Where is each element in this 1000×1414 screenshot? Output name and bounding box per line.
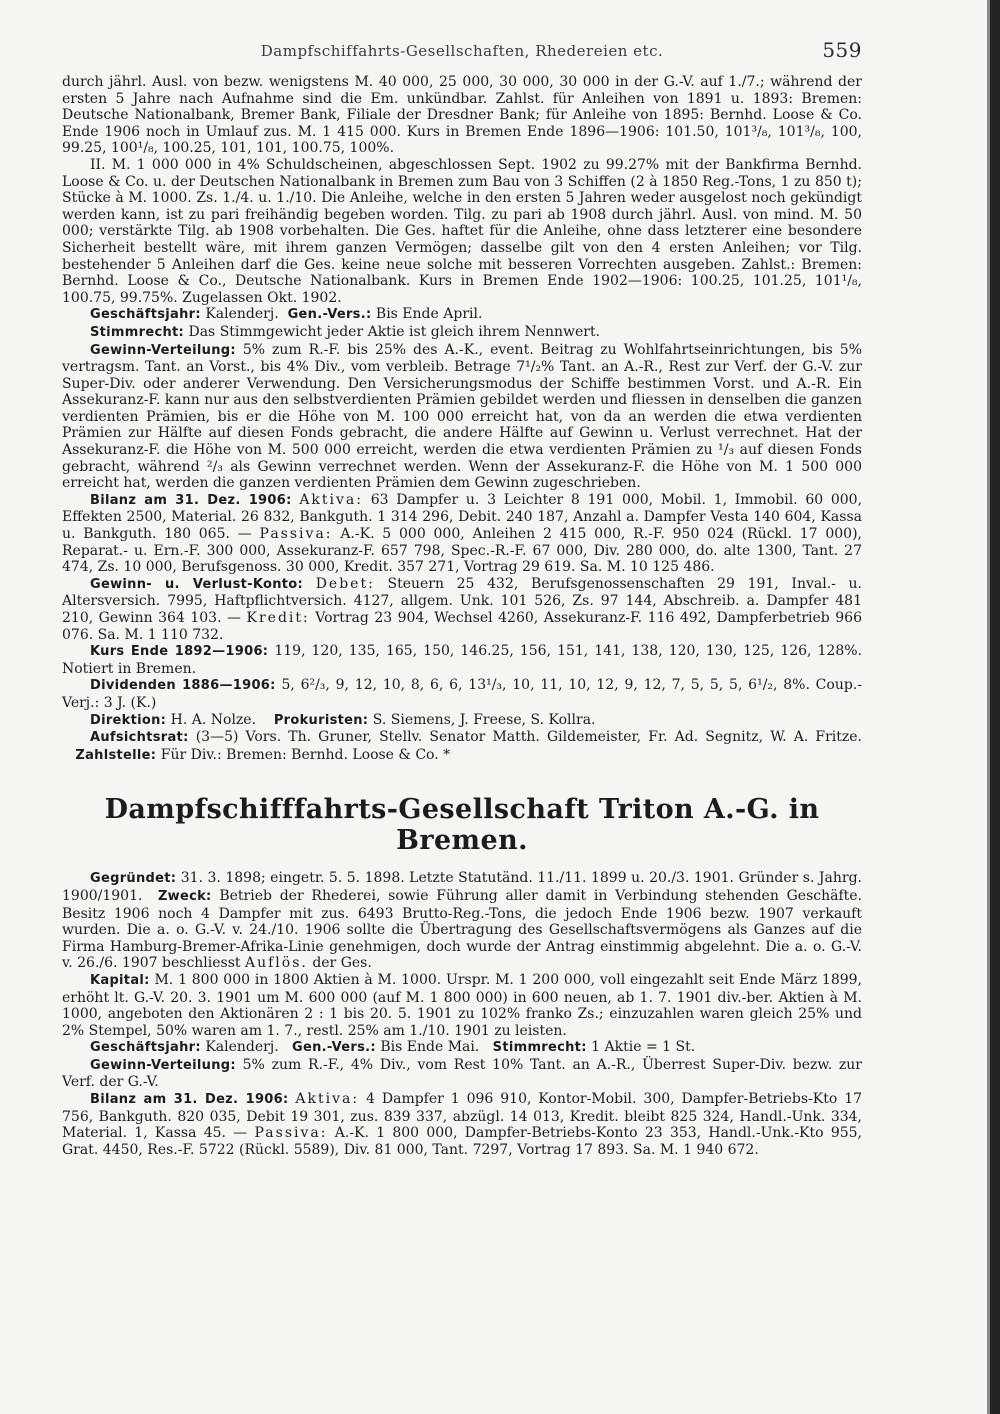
running-title: Dampfschiffahrts-Gesellschaften, Rhedereien etc. bbox=[260, 42, 664, 60]
kurs-label: Kurs Ende 1892—1906: bbox=[90, 644, 269, 660]
stimmrecht-label: Stimmrecht: bbox=[90, 324, 185, 340]
geschaeftsjahr-line bbox=[62, 306, 862, 324]
guv-debet: Steuern 25 432, Berufsgenossenschaften 29 191, Inval.- u. Altersversich. 7995, Haftpflichtversich. 4127, allgem. Unk. 101 526, Zs. 97 144, Abschreib. a. Dampfer 481 210, Gewinn 364 103. — bbox=[62, 575, 863, 626]
anleihe-2-paragraph: II. M. 1 000 000 in 4% Schuldscheinen, abgeschlossen Sept. 1902 zu 99.27% mit der Bankfirma Bernhd. Loose & Co. u. der Deutschen Nationalbank in Bremen zum Bau von 3 Schiffen (2 à 1850 Reg.-Tons, 1 zu 850 t); Stücke à M. 1000. Zs. 1./4. u. 1./10. Die Anleihe, welche in den ersten 5 Jahren weder ausgelost noch gekündigt werden kann, ist zu pari freihändig begeben worden. Tilg. zu pari ab 1908 durch jährl. Ausl. von mind. M. 50 000; verstärkte Tilg. ab 1908 vorbehalten. Die Ges. haftet für die Anleihe, ohne dass letzterer eine besondere Sicherheit bestellt wäre, mit ihrem ganzen Vermögen; dasselbe gilt von den 4 ersten Anleihen; vor Tilg. bestehender 5 Anleihen darf die Ges. keine neue solche mit besseren Vorrechten ausgeben. Zahlst.: Bremen: Bernhd. Loose & Co., Deutsche Nationalbank. Kurs in Bremen Ende 1902—1906: 100.25, 101.25, 101¹/₈, 100.75, 99.75%. Zugelassen Okt. 1902. bbox=[62, 156, 862, 306]
kurs-line bbox=[62, 643, 862, 677]
zahlstelle-value: Für Div.: Bremen: Bernhd. Loose & Co. * bbox=[160, 746, 451, 763]
prokuristen-label: Prokuristen: bbox=[273, 712, 369, 728]
bilanz2 bbox=[62, 1091, 862, 1158]
dividenden-label: Dividenden 1886—1906: bbox=[90, 678, 276, 694]
kapital-value: M. 1 800 000 in 1800 Aktien à M. 1000. Urspr. M. 1 200 000, voll eingezahlt seit Ende März 1899, erhöht lt. G.-V. 20. 3. 1901 um M. 600 000 (auf M. 1 800 000) in 600 neuen, ab 1. 7. 1901 div.-ber. Aktien à M. 1000, angeboten den Aktionären 2 : 1 bis 20. 5. 1901 zu 102% franko Zs.; einzuzahlen waren gleich 25% und 2% Stempel, 50% waren am 1. 7., restl. 25% am 1./10. 1901 zu leisten. bbox=[62, 971, 862, 1039]
genvers2-label: Gen.-Vers.: bbox=[292, 1040, 376, 1056]
bilanz2-label: Bilanz am 31. Dez. 1906: bbox=[90, 1092, 289, 1108]
company-heading: Dampfschifffahrts-Gesellschaft Triton A.-G. in Bremen. bbox=[104, 794, 820, 857]
zahlstelle-label: Zahlstelle: bbox=[75, 747, 157, 763]
guv-label: Gewinn- u. Verlust-Konto: bbox=[90, 576, 304, 592]
guv-kredit: Vortrag 23 904, Wechsel 4260, Assekuranz-F. 116 492, Dampferbetrieb 966 076. Sa. M. 1 110 732. bbox=[62, 610, 862, 643]
direktion-value: H. A. Nolze. bbox=[170, 711, 257, 728]
geschaeftsjahr2-line bbox=[62, 1039, 862, 1057]
aufsichtsrat-value: (3—5) Vors. Th. Gruner, Stellv. Senator Matth. Gildemeister, Fr. Ad. Segnitz, W. A. Fritze. bbox=[195, 729, 863, 746]
running-head bbox=[62, 38, 862, 66]
kurs-value: 119, 120, 135, 165, 150, 146.25, 156, 151, 141, 138, 120, 130, 125, 126, 128%. Notiert in Bremen. bbox=[62, 643, 863, 677]
kapital-line bbox=[62, 972, 862, 1039]
geschaeftsjahr-label: Geschäftsjahr: bbox=[90, 307, 201, 323]
bilanz2-aktiva: 4 Dampfer 1 096 910, Kontor-Mobil. 300, Dampfer-Betriebs-Kto 17 756, Bankguth. 820 035, Debit 19 301, zus. 839 337, abzügl. 14 013, Kredit. bleibt 825 324, Handl.-Unk. 334, Material. 1, Kassa 45. — bbox=[62, 1091, 863, 1142]
geschaeftsjahr2-value: Kalenderj. bbox=[205, 1039, 279, 1056]
gewinn-verteilung2-label: Gewinn-Verteilung: bbox=[90, 1057, 236, 1073]
anleihe-paragraph: durch jährl. Ausl. von bezw. wenigstens M. 40 000, 25 000, 30 000, 30 000 in der G.-V. auf 1./7.; während der ersten 5 Jahre nach Aufnahme sind die Em. unkündbar. Zahlst. für Anleihen von 1891 u. 1893: Bremen: Deutsche Nationalbank, Bremer Bank, Filiale der Dresdner Bank; für Anleihe von 1895: Bernhd. Loose & Co. Ende 1906 noch in Umlauf zus. M. 1 415 000. Kurs in Bremen Ende 1896—1906: 101.50, 101³/₈, 101³/₈, 100, 99.25, 100¹/₈, 100.25, 101, 101, 100.75, 100%. bbox=[62, 74, 862, 157]
kapital-label: Kapital: bbox=[90, 972, 150, 988]
stimmrecht-value: Das Stimmgewicht jeder Aktie ist gleich ihrem Nennwert. bbox=[188, 323, 601, 340]
bilanz-aktiva: 63 Dampfer u. 3 Leichter 8 191 000, Mobil. 1, Immobil. 60 000, Effekten 2500, Material. 26 832, Bankguth. 1 314 296, Debit. 240 187, Anzahl a. Dampfer Vesta 140 604, Kassa u. Bankguth. 180 065. — bbox=[62, 491, 863, 543]
genvers2-value: Bis Ende Mai. bbox=[380, 1039, 480, 1056]
bilanz2-passiva-label: Passiva: bbox=[254, 1125, 328, 1142]
gewinn-verteilung2-value: 5% zum R.-F., 4% Div., vom Rest 10% Tant. an A.-R., Überrest Super-Div. bezw. zur Verf. der G.-V. bbox=[62, 1056, 862, 1091]
genvers-label: Gen.-Vers.: bbox=[287, 307, 372, 323]
prokuristen-value: S. Siemens, J. Freese, S. Kollra. bbox=[372, 711, 596, 728]
page-number: 559 bbox=[822, 38, 862, 62]
stimmrecht2-label: Stimmrecht: bbox=[492, 1040, 587, 1056]
geschaeftsjahr-value: Kalenderj. bbox=[205, 306, 279, 323]
geschaeftsjahr2-label: Geschäftsjahr: bbox=[90, 1040, 201, 1056]
bilanz bbox=[62, 492, 862, 576]
zweck-aufloes: Auflös. bbox=[245, 955, 308, 972]
aufsichtsrat-label: Aufsichtsrat: bbox=[90, 730, 189, 746]
gegruendet-value: 31. 3. 1898; eingetr. 5. 5. 1898. Letzte Statutänd. 11./11. 1899 u. 20./3. 1901. Gründer s. Jahrg. 1900/1901. bbox=[62, 870, 863, 904]
direktion-line bbox=[62, 712, 862, 730]
guv-kredit-label: Kredit: bbox=[246, 610, 310, 626]
page-edge bbox=[990, 0, 1000, 1414]
bilanz2-aktiva-label: Aktiva: bbox=[295, 1091, 360, 1108]
dividenden-value: 5, 6²/₃, 9, 12, 10, 8, 6, 6, 13¹/₃, 10, 11, 10, 12, 9, 12, 7, 5, 5, 5, 6¹/₂, 8%. Coup.-Verj.: 3 J. (K.) bbox=[62, 677, 862, 711]
document-page bbox=[62, 38, 862, 1158]
zweck-end: der Ges. bbox=[312, 955, 372, 972]
bilanz2-passiva: A.-K. 1 800 000, Dampfer-Betriebs-Konto 23 353, Handl.-Unk.-Kto 955, Grat. 4450, Res.-F. 5722 (Rückl. 5589), Div. 81 000, Tant. 7297, Vortrag 17 893. Sa. M. 1 940 672. bbox=[62, 1125, 862, 1158]
guv-debet-label: Debet: bbox=[315, 575, 375, 592]
zweck-label: Zweck: bbox=[157, 888, 212, 904]
gewinn-verteilung bbox=[62, 342, 862, 492]
bilanz-passiva-label: Passiva: bbox=[259, 526, 333, 543]
bilanz-aktiva-label: Aktiva: bbox=[299, 491, 363, 508]
stimmrecht-line bbox=[62, 324, 862, 342]
zweck-value: Betrieb der Rhederei, sowie Führung aller damit in Verbindung stehenden Geschäfte. Besitz 1906 noch 4 Dampfer mit zus. 6493 Brutto-Reg.-Tons, die jedoch Ende 1906 bezw. 1907 verkauft wurden. Die a. o. G.-V. v. 24./10. 1906 sollte die Übertragung des Gesellschaftsvermögens als Ganzes auf die Firma Hamburg-Bremer-Afrika-Linie genehmigen, doch wurde der Antrag einstimmig abgelehnt. Die a. o. G.-V. v. 26./6. 1907 beschliesst bbox=[62, 887, 862, 972]
stimmrecht2-value: 1 Aktie = 1 St. bbox=[591, 1039, 696, 1056]
gewinn-verteilung-label: Gewinn-Verteilung: bbox=[90, 342, 236, 358]
bilanz-passiva: A.-K. 5 000 000, Anleihen 2 415 000, R.-F. 950 024 (Rückl. 17 000), Reparat.- u. Ern.-F. 300 000, Assekuranz-F. 657 798, Spec.-R.-F. 67 000, Div. 280 000, do. alte 1300, Tant. 27 474, Zs. 10 000, Berufsgenoss. 30 000, Kredit. 357 271, Vortrag 29 619. Sa. M. 10 125 486. bbox=[62, 526, 862, 576]
bilanz-label: Bilanz am 31. Dez. 1906: bbox=[90, 492, 292, 508]
aufsichtsrat-line bbox=[62, 729, 862, 764]
gewinn-verteilung2 bbox=[62, 1057, 862, 1091]
gewinn-verteilung-value: 5% zum R.-F. bis 25% des A.-K., event. Beitrag zu Wohlfahrtseinrichtungen, bis 5% vertragsm. Tant. an Vorst., bis 4% Div., vom verbleib. Betrage 7¹/₂% Tant. an A.-R., Rest zur Verf. der G.-V. zur Super-Div. oder anderer Verwendung. Den Versicherungsmodus der Schiffe bestimmen Vorst. und A.-R. Ein Assekuranz-F. kann nur aus den selbstverdienten Prämien gebildet werden und fliessen in denselben die ganzen verdienten Prämien, bis er die Höhe von M. 100 000 erreicht hat, von da an werden die etwa verdienten Prämien zur Hälfte auf diesen Fonds gebracht, die andere Hälfte auf Gewinn u. Verlust verrechnet. Hat der Assekuranz-F. die Höhe von M. 500 000 erreicht, werden die etwa verdienten Prämien zu ¹/₃ auf diesen Fonds gebracht, während ²/₃ als Gewinn verrechnet werden. Wenn der Assekuranz-F. die Höhe von M. 1 500 000 erreicht hat, werden die ganzen verdienten Prämien dem Gewinn zugeschrieben. bbox=[62, 341, 863, 492]
gegruendet-line bbox=[62, 870, 862, 972]
genvers-value: Bis Ende April. bbox=[375, 306, 483, 323]
dividenden-line bbox=[62, 677, 862, 711]
gewinn-verlust-konto bbox=[62, 576, 862, 643]
gegruendet-label: Gegründet: bbox=[90, 871, 177, 887]
direktion-label: Direktion: bbox=[90, 712, 167, 728]
